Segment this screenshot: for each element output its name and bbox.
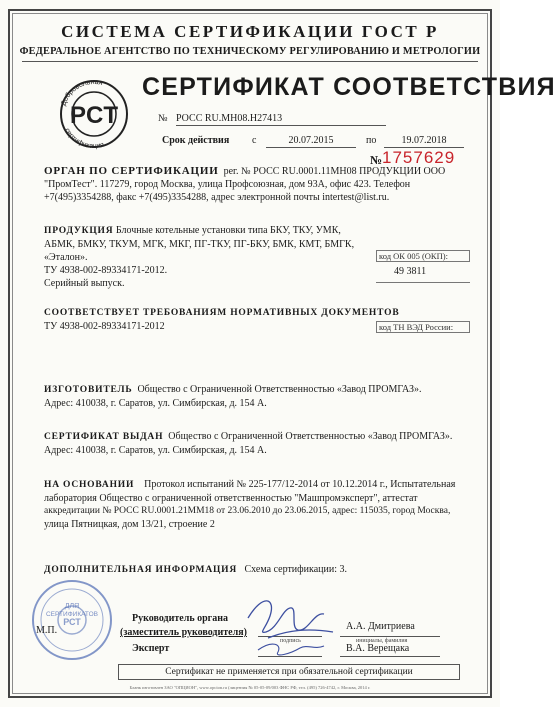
product-label: ПРОДУКЦИЯ — [44, 226, 114, 236]
footer-microprint: Бланк изготовлен ЗАО "ОПЦИОН", www.opcion.ru (лицензия № 05-05-09/003 ФНС РФ, тел. (495) 726-4742, г. Москва, 2014 г. — [129, 685, 371, 690]
tnved-label: код ТН ВЭД России: — [376, 321, 470, 333]
expert-label: Эксперт — [132, 643, 170, 654]
manufacturer-label: ИЗГОТОВИТЕЛЬ — [44, 385, 133, 395]
head-name-caption: инициалы, фамилия — [356, 638, 408, 644]
reg-number: РОСС RU.МН08.Н27413 — [176, 112, 386, 126]
validity-to-word: по — [366, 135, 377, 146]
basis-label: НА ОСНОВАНИИ — [44, 480, 135, 490]
head-name: А.А. Дмитриева — [346, 621, 415, 632]
conformity-label: СООТВЕТСТВУЕТ ТРЕБОВАНИЯМ НОРМАТИВНЫХ ДОКУМЕНТОВ — [44, 308, 400, 318]
conformity-line1: ТУ 4938-002-89334171-2012 — [44, 321, 165, 332]
certification-body-line1: рег. № РОСС RU.0001.11МН08 ПРОДУКЦИИ ООО — [223, 166, 446, 177]
serial-number-sign: № — [370, 153, 383, 167]
issued-to-line1: Общество с Ограниченной Ответственностью «Завод ПРОМГАЗ». — [168, 431, 453, 442]
signature-scribble-icon — [238, 588, 348, 660]
footer-note: Сертификат не применяется при обязательной сертификации — [118, 664, 460, 680]
rst-logo-icon — [52, 74, 144, 152]
certification-body-label: ОРГАН ПО СЕРТИФИКАЦИИ — [44, 165, 219, 177]
basis-line3: аккредитации № РОСС RU.0001.21ММ18 от 23.06.2010 до 23.06.2015, адрес: 115035, город Москва, — [44, 506, 451, 516]
additional-scheme: Схема сертификации: 3. — [244, 564, 347, 575]
seal-place-label: М.П. — [36, 625, 58, 636]
manufacturer-line2: Адрес: 410038, г. Саратов, ул. Симбирская, д. 154 А. — [44, 398, 267, 409]
deputy-label: (заместитель руководителя) — [120, 627, 247, 638]
issued-to-line2: Адрес: 410038, г. Саратов, ул. Симбирская, д. 154 А. — [44, 445, 267, 456]
product-line1: Блочные котельные установки типа БКУ, ТКУ, УМК, — [115, 225, 341, 236]
stamp-text-mid: СЕРТИФИКАТОВ — [45, 611, 99, 618]
logo-text-top: Добровольная — [60, 78, 104, 107]
system-title: СИСТЕМА СЕРТИФИКАЦИИ ГОСТ Р — [61, 22, 439, 41]
head-sign-caption: подпись — [280, 638, 301, 644]
rst-logo — [52, 74, 144, 152]
validity-from-date: 20.07.2015 — [266, 134, 356, 148]
expert-name: В.А. Верещака — [346, 643, 410, 654]
head-label: Руководитель органа — [132, 613, 228, 624]
basis-line4: улица Пятницкая, дом 13/21, строение 2 — [44, 519, 215, 530]
validity-from-word: с — [252, 135, 257, 146]
product-line4: ТУ 4938-002-89334171-2012. — [44, 265, 168, 276]
logo-text-bottom: сертификация — [63, 127, 105, 151]
product-line3: «Эталон». — [44, 252, 88, 263]
expert-name-line — [340, 656, 440, 657]
header-divider — [22, 61, 478, 62]
additional-label: ДОПОЛНИТЕЛЬНАЯ ИНФОРМАЦИЯ — [44, 565, 238, 575]
basis-line1: Протокол испытаний № 225-177/12-2014 от 10.12.2014 г., Испытательная — [144, 479, 456, 490]
manufacturer-section — [44, 383, 464, 410]
svg-text:сертификация — [63, 127, 105, 150]
certification-body-section — [44, 165, 464, 204]
logo-mark: PCT — [70, 102, 118, 129]
certificate-title: СЕРТИФИКАТ СООТВЕТСТВИЯ — [142, 73, 556, 101]
issued-to-section — [44, 430, 464, 457]
product-line2: АБМК, БМКУ, ТКУМ, МГК, МКГ, ПГ-ТКУ, ПГ-БКУ, БМК, КМТ, БМГК, — [44, 239, 355, 250]
svg-text:РСТ: РСТ — [63, 617, 81, 627]
additional-section — [44, 563, 464, 577]
certification-body-line2: "ПромТест". 117279, город Москва, улица Профсоюзная, дом 93А, офис 423. Телефон — [44, 179, 411, 190]
serial-number: 1757629 — [382, 148, 456, 167]
okp-label: код ОК 005 (ОКП): — [376, 250, 470, 262]
product-line5: Серийный выпуск. — [44, 278, 125, 289]
reg-number-sign: № — [158, 113, 168, 124]
head-name-line — [340, 636, 440, 637]
okp-divider — [376, 282, 470, 283]
validity-label: Срок действия — [162, 135, 230, 146]
validity-to-date: 19.07.2018 — [384, 134, 464, 148]
certification-body-line3: +7(495)3354288, факс +7(495)3354288, адрес электронной почты intertest@list.ru. — [44, 192, 390, 203]
okp-value: 49 3811 — [394, 266, 427, 277]
agency-name: ФЕДЕРАЛЬНОЕ АГЕНТСТВО ПО ТЕХНИЧЕСКОМУ РЕГУЛИРОВАНИЮ И МЕТРОЛОГИИ — [19, 46, 481, 57]
basis-line2: лаборатория Общество с ограниченной ответственностью "Машпромэксперт", аттестат — [44, 493, 418, 504]
stamp-text-top: ДЛЯ — [64, 603, 80, 610]
official-stamp — [30, 578, 114, 662]
product-section — [44, 224, 374, 290]
basis-section — [44, 478, 474, 531]
stamp-icon — [30, 578, 114, 662]
conformity-section — [44, 307, 400, 333]
issued-to-label: СЕРТИФИКАТ ВЫДАН — [44, 432, 164, 442]
manufacturer-line1: Общество с Ограниченной Ответственностью «Завод ПРОМГАЗ». — [137, 384, 422, 395]
